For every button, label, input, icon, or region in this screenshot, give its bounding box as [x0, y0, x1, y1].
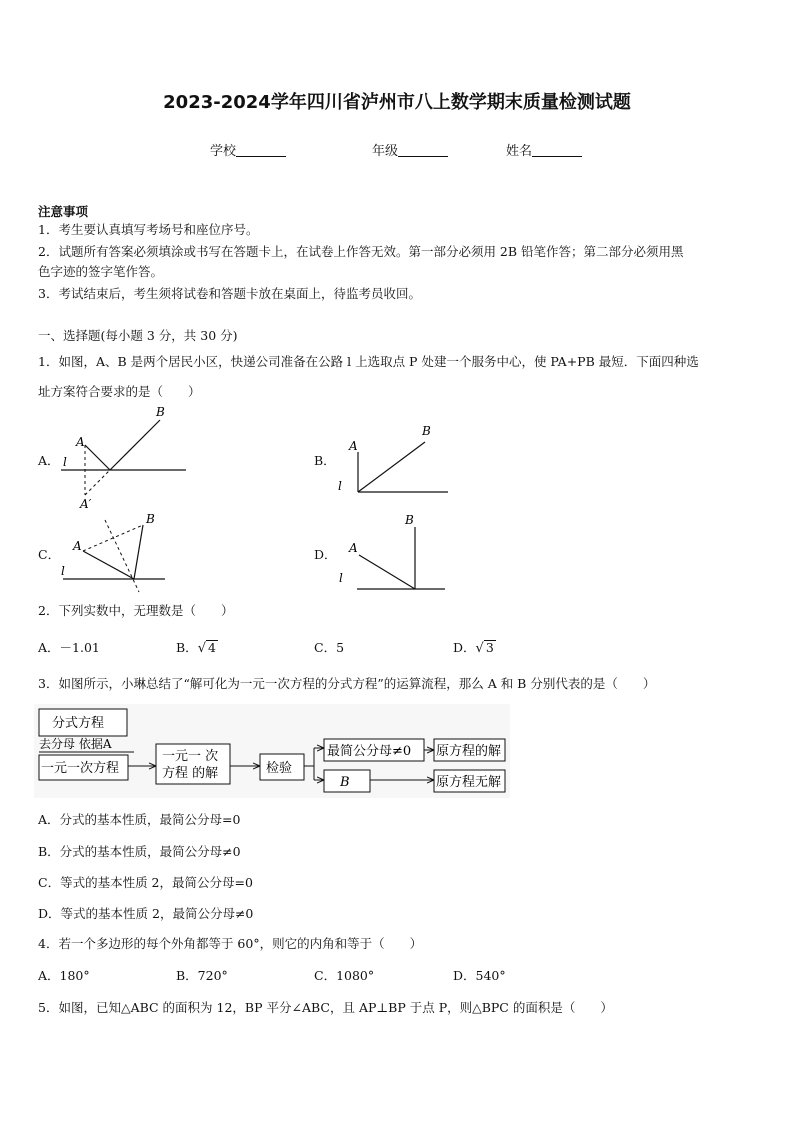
label-a: A [349, 439, 358, 453]
box-check-text: 检验 [266, 761, 293, 776]
q3-flowchart [34, 704, 510, 798]
segment-pb [358, 442, 425, 492]
label-b: B [405, 513, 414, 527]
q3-option-c: C．等式的基本性质 2，最简公分母=0 [38, 875, 253, 890]
label-b: B [422, 424, 431, 438]
q1-figure-a [55, 403, 195, 513]
q3-option-a: A．分式的基本性质，最简公分母=0 [38, 812, 241, 827]
q2-option-b: B．√ 4 [176, 640, 216, 656]
segment-pb [134, 525, 143, 579]
label-l: l [61, 564, 65, 578]
note-item: 3．考试结束后，考生须将试卷和答题卡放在桌面上，待监考员收回。 [38, 286, 421, 301]
box-original-solution-text: 原方程的解 [436, 744, 502, 759]
q2-option-d: D．√ 3 [453, 640, 494, 656]
q4-option-a: A．180° [38, 968, 90, 983]
box-denominator-nonzero-text: 最简公分母≠0 [327, 744, 412, 759]
q2-option-a: A．－1.01 [38, 640, 100, 655]
box-linear-equation-text: 一元一次方程 [41, 761, 120, 776]
label-a-prime: A′ [80, 497, 92, 511]
box-linear-solution-text1: 一元一 次 [162, 749, 219, 764]
school-field: 学校 [210, 140, 286, 159]
q1-option-c-label: C． [38, 547, 61, 562]
note-item: 2．试题所有答案必须填涂或书写在答题卡上，在试卷上作答无效。第一部分必须用 2B 铅笔作答；第二部分必须用黑 [38, 244, 684, 259]
q5-stem: 5．如图，已知△ABC 的面积为 12，BP 平分∠ABC，且 AP⊥BP 于点 P，则△BPC 的面积是（ ） [38, 1000, 613, 1015]
label-a: A [73, 539, 82, 553]
notes-heading: 注意事项 [38, 204, 89, 219]
q2-option-c: C．5 [314, 640, 345, 655]
q4-option-d: D．540° [453, 968, 506, 983]
q1-option-b-label: B． [314, 453, 336, 468]
q3-stem: 3．如图所示，小琳总结了“解可化为一元一次方程的分式方程”的运算流程，那么 A 和 B 分别代表的是（ ） [38, 676, 656, 691]
box-linear-solution-text2: 方程 的解 [162, 766, 219, 781]
label-b: B [146, 512, 155, 526]
note-item: 1．考生要认真填写考场号和座位序号。 [38, 222, 259, 237]
box-fraction-equation-text: 分式方程 [52, 716, 105, 731]
q4-stem: 4．若一个多边形的每个外角都等于 60°，则它的内角和等于（ ） [38, 936, 423, 951]
q1-figure-d [335, 512, 455, 592]
section-heading: 一、选择题(每小题 3 分，共 30 分) [38, 328, 238, 343]
note-item: 色字迹的签字笔作答。 [38, 264, 164, 279]
q1-stem-line1: 1．如图，A、B 是两个居民小区，快递公司准备在公路 l 上选取点 P 处建一个服务中心，使 PA+PB 最短．下面四种选 [38, 354, 699, 369]
label-a: A [76, 435, 85, 449]
segment-pa [359, 555, 415, 589]
arrow-label-remove-denominator: 去分母 依据A [39, 737, 112, 751]
label-l: l [339, 571, 343, 585]
segment-pa [85, 445, 110, 470]
label-b: B [156, 405, 165, 419]
q2-stem: 2．下列实数中，无理数是（ ） [38, 603, 234, 618]
q1-figure-c [55, 508, 175, 598]
q1-stem-line2: 址方案符合要求的是（ ） [38, 384, 201, 399]
q1-option-d-label: D． [314, 547, 337, 562]
page-title: 2023-2024学年四川省泸州市八上数学期末质量检测试题 [163, 92, 631, 113]
box-b-text: B [340, 775, 350, 790]
label-l: l [63, 455, 67, 469]
q1-figure-b [330, 420, 455, 500]
q4-option-c: C．1080° [314, 968, 375, 983]
q3-option-d: D．等式的基本性质 2，最简公分母≠0 [38, 906, 254, 921]
bisector-dashed [105, 520, 139, 592]
grade-field: 年级 [372, 140, 448, 159]
label-l: l [338, 479, 342, 493]
name-field: 姓名 [506, 140, 582, 159]
q4-option-b: B．720° [176, 968, 228, 983]
q1-option-a-label: A． [38, 453, 60, 468]
box-no-solution-text: 原方程无解 [436, 775, 502, 790]
segment-pb [110, 420, 160, 470]
label-a: A [349, 541, 358, 555]
reflection-dashed [85, 470, 110, 495]
q3-option-b: B．分式的基本性质，最简公分母≠0 [38, 844, 241, 859]
